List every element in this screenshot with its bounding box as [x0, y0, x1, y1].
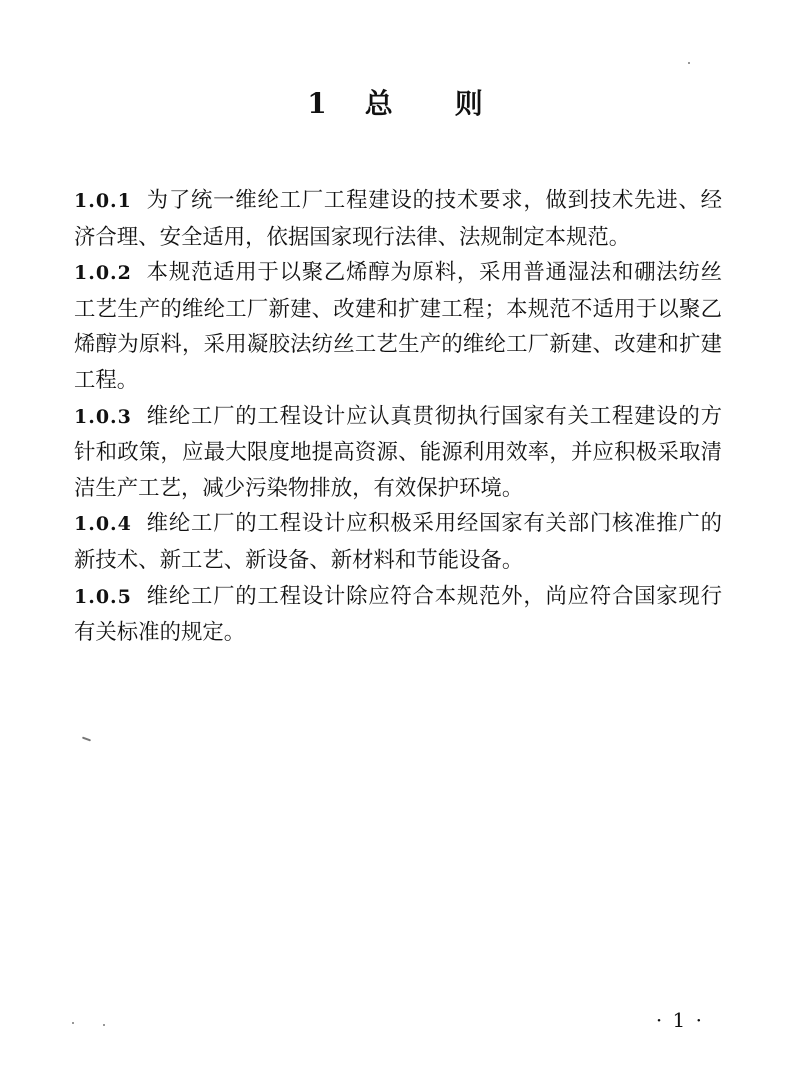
- scan-speck: [82, 737, 91, 742]
- chapter-title-char-1: 总: [364, 87, 393, 120]
- chapter-title: [0, 82, 790, 122]
- clause-1-0-5: [74, 579, 722, 651]
- clause-number: 1.0.4: [74, 513, 132, 536]
- clause-text: 维纶工厂的工程设计应积极采用经国家有关部门核准推广的新技术、新工艺、新设备、新材料和节能设备。: [74, 511, 722, 573]
- clause-number: 1.0.2: [74, 262, 132, 285]
- clause-1-0-2: [74, 255, 722, 398]
- clause-1-0-4: [74, 506, 722, 578]
- clause-list: [74, 183, 722, 651]
- clause-1-0-3: [74, 399, 722, 507]
- page-number: · 1 ·: [655, 1008, 704, 1032]
- chapter-title-char-2: 则: [454, 87, 483, 120]
- clause-text: 本规范适用于以聚乙烯醇为原料，采用普通湿法和硼法纺丝工艺生产的维纶工厂新建、改建和扩建工程；本规范不适用于以聚乙烯醇为原料，采用凝胶法纺丝工艺生产的维纶工厂新建、改建和扩建工程。: [74, 260, 722, 393]
- chapter-number: 1: [307, 87, 327, 120]
- scan-speck: [688, 62, 690, 64]
- scan-speck: [72, 1022, 74, 1024]
- clause-text: 维纶工厂的工程设计除应符合本规范外，尚应符合国家现行有关标准的规定。: [74, 583, 722, 646]
- clause-text: 维纶工厂的工程设计应认真贯彻执行国家有关工程建设的方针和政策，应最大限度地提高资源、能源利用效率，并应积极采取清洁生产工艺，减少污染物排放，有效保护环境。: [74, 403, 722, 501]
- clause-1-0-1: [74, 183, 722, 255]
- clause-number: 1.0.3: [74, 405, 132, 428]
- scan-speck: [103, 1024, 105, 1026]
- clause-number: 1.0.1: [74, 190, 132, 212]
- clause-number: 1.0.5: [74, 585, 132, 608]
- clause-text: 为了统一维纶工厂工程建设的技术要求，做到技术先进、经济合理、安全适用，依据国家现行法律、法规制定本规范。: [74, 188, 722, 250]
